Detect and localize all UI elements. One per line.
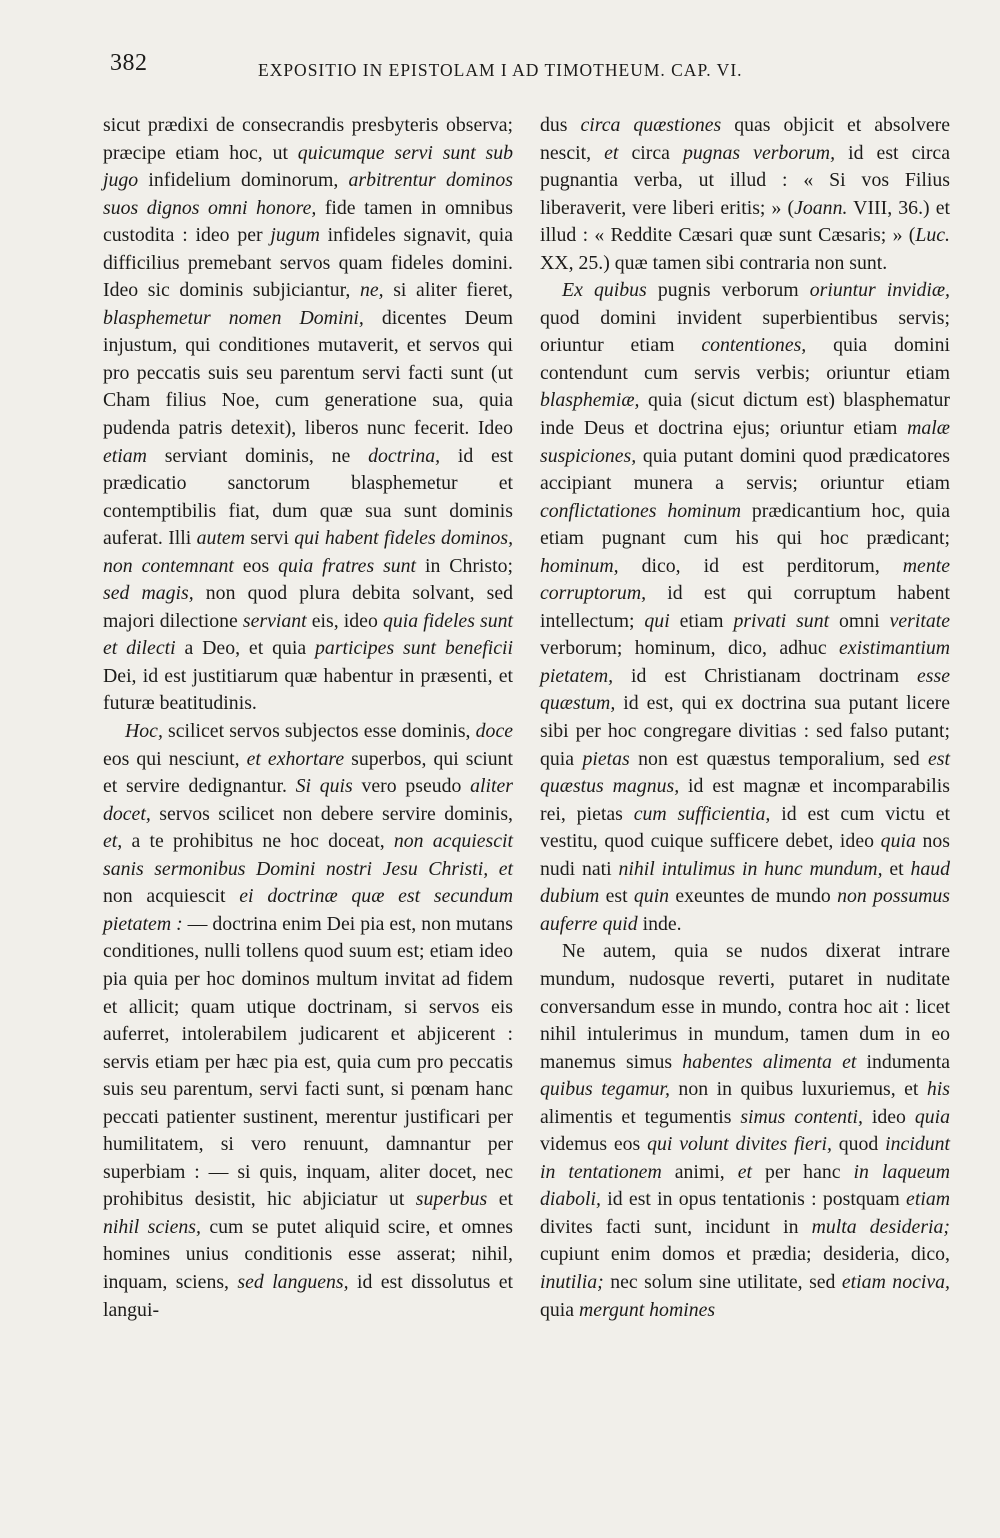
text-run: vero pseudo [352, 775, 471, 798]
italic-text: conflictationes hominum [540, 499, 741, 522]
text-run: id est cum victu et vestitu, quod cuique sufficere debet, ideo [540, 802, 950, 853]
text-run: superbos, qui sciunt et servire dedignantur. [103, 747, 514, 798]
italic-text: non possumus auferre quid [540, 885, 950, 935]
text-run: cum se putet aliquid scire, et omnes homines unius conditionis esse asserat; nihil, inquam, sciens, [103, 1215, 513, 1293]
text-run: quia putant domini quod prædicatores accipiant munera a servis; oriuntur etiam [540, 444, 950, 495]
text-run: in Christo; [416, 554, 513, 577]
text-run: verborum; hominum, dico, adhuc [540, 637, 840, 660]
italic-text: non acquiescit sanis sermonibus Domini nostri Jesu Christi, et [103, 830, 513, 880]
text-run: a te prohibitus ne hoc doceat, [122, 830, 394, 853]
italic-text: serviant [242, 609, 307, 632]
text-run: ideo [862, 1105, 915, 1128]
italic-text: et exhortare [246, 747, 345, 770]
italic-text: his [926, 1078, 950, 1101]
italic-text: Joann. [794, 196, 848, 219]
text-run: eos [233, 554, 279, 577]
text-run: videmus eos [540, 1133, 648, 1156]
italic-text: simus contenti, [740, 1105, 863, 1128]
text-run: quia (sicut dictum est) blasphematur inde Deus et doctrina ejus; oriuntur etiam [540, 389, 950, 440]
italic-text: incidunt in tentationem [540, 1133, 951, 1183]
italic-text: oriuntur invidiæ, [809, 279, 950, 302]
text-run: id est qui corruptum habent intellectum; [540, 582, 950, 632]
text-run: quod domini invident superbientibus servis; oriuntur etiam [540, 306, 950, 357]
text-run: quia [540, 1298, 580, 1321]
text-run: Ne autem, quia se nudos dixerat intrare mundum, nudosque reverti, putaret in nuditate conversandum esse in mundo, contra hoc ait : licet nihil intulerimus in mundum, tamen dum in eo manemus simus [540, 940, 950, 1073]
running-title: EXPOSITIO IN EPISTOLAM I AD TIMOTHEUM. CAP. VI. [258, 60, 743, 80]
italic-text: quibus tegamur, [540, 1078, 670, 1101]
italic-text: quin [633, 885, 670, 908]
text-run: eis, ideo [306, 609, 383, 632]
italic-text: etiam nociva, [841, 1270, 950, 1293]
italic-text: ne, [359, 279, 384, 302]
italic-text: cum sufficientia, [633, 802, 771, 825]
italic-text: mergunt homines [579, 1298, 716, 1321]
italic-text: existimantium pietatem, [540, 637, 950, 687]
italic-text: jugum [270, 224, 320, 247]
italic-text: hominum, [540, 554, 619, 577]
italic-text: habentes alimenta et [682, 1050, 857, 1073]
text-run: id est magnæ et incomparabilis rei, pietas [540, 775, 950, 825]
left-text-column [103, 112, 513, 1324]
text-run: fide tamen in omnibus custodita : ideo per [103, 196, 513, 247]
text-run: id est prædicatio sanctorum blasphemetur et contemptibilis fiat, dum quæ sua sunt dominis auferat. Illi [103, 444, 513, 550]
text-run: omni [829, 609, 890, 632]
italic-text: privati sunt [733, 609, 830, 632]
italic-text: participes sunt beneficii [315, 637, 513, 660]
text-run: quia domini contendunt cum servis verbis; oriuntur etiam [540, 334, 950, 384]
text-run: XX, 25.) quæ tamen sibi contraria non sunt. [540, 251, 888, 274]
italic-text: inutilia; [540, 1270, 604, 1293]
italic-text: Hoc, [125, 720, 163, 743]
text-run: VIII, 36.) et illud : « Reddite Cæsari quæ sunt Cæsaris; » ( [540, 196, 950, 247]
text-run: et [487, 1188, 513, 1211]
text-run: sicut prædixi de consecrandis presbyteris observa; præcipe etiam hoc, ut [103, 114, 513, 164]
text-run: id est, qui ex doctrina sua putant licere sibi per hoc congregare divitias : sed falso putant; quia [540, 692, 950, 770]
text-run: Dei, id est justitiarum quæ habentur in præsenti, et futuræ beatitudinis. [103, 664, 513, 715]
italic-text: pietas [582, 747, 630, 770]
italic-text: blasphemetur nomen Domini, [103, 306, 364, 329]
text-run: id est dissolutus et langui- [103, 1270, 513, 1321]
italic-text: et [604, 141, 619, 164]
text-run: nec solum sine utilitate, sed [603, 1270, 842, 1293]
italic-text: blasphemiæ, [540, 389, 640, 412]
italic-text: in laqueum diaboli, [540, 1160, 950, 1211]
italic-text: doce [475, 720, 513, 743]
italic-text: mente corruptorum, [540, 554, 950, 605]
italic-text: Ex quibus [562, 279, 647, 302]
text-run: non in quibus luxuriemus, et [669, 1078, 927, 1101]
text-run: prædicantium hoc, quia etiam pugnant cum his qui hoc prædicant; [540, 499, 950, 550]
paragraph [540, 938, 950, 1324]
text-run: dicentes Deum injustum, qui conditiones mutaverit, et servos qui pro peccatis suis seu parentum servi facti sunt (ut Cham filius Noe, cum generatione sua, quia pudenda patris detexit), liberos nunc fecerit. Ideo [103, 306, 513, 440]
text-run: et [882, 857, 911, 880]
page-number: 382 [110, 50, 148, 76]
text-run: exeuntes de mundo [669, 885, 838, 908]
italic-text: circa quæstiones [580, 114, 722, 136]
text-run: cupiunt enim domos et prædia; desideria, dico, [540, 1243, 950, 1266]
italic-text: sed languens, [237, 1270, 349, 1293]
text-run: alimentis et tegumentis [540, 1105, 741, 1128]
italic-text: veritate [889, 609, 950, 632]
italic-text: malæ suspiciones, [540, 417, 950, 467]
italic-text: aliter docet, [103, 775, 513, 825]
right-text-column [540, 112, 950, 1324]
text-run: — doctrina enim Dei pia est, non mutans conditiones, nulli tollens quod suum est; etiam ideo pia quia per hoc dominos multum invitat ad fidem et allicit; quam utique doctrinam, si servos eis auferret, intolerabilem judicarent et abjicerent : servis etiam per hæc pia est, quia cum pro peccatis suis seu parentum, servi facti sunt, si pœnam hanc peccati patienter sustinent, merentur justificari per humilitatem, si vero renuunt, damnantur per superbiam : — si quis, inquam, aliter docet, nec prohibitus desistit, hic abjiciatur ut [103, 912, 513, 1211]
text-run: si aliter fieret, [383, 279, 513, 302]
italic-text: quia [880, 830, 916, 853]
italic-text: pugnas verborum, [682, 141, 836, 164]
text-run: per hanc [751, 1160, 854, 1183]
text-run: servos scilicet non debere servire dominis, [150, 802, 513, 825]
text-run: serviant dominis, ne [146, 444, 369, 467]
text-run: a Deo, et quia [175, 637, 316, 660]
text-run: quas objicit et absolvere nescit, [540, 114, 951, 164]
text-run: pugnis verborum [646, 279, 810, 302]
italic-text: qui [644, 609, 670, 632]
paragraph [540, 277, 950, 938]
text-run: id est Christianam doctrinam [613, 664, 918, 687]
italic-text: etiam [906, 1188, 950, 1211]
text-run: quod [831, 1133, 886, 1156]
text-run: divites facti sunt, incidunt in [540, 1215, 812, 1238]
paragraph [103, 112, 513, 718]
italic-text: quia [914, 1105, 950, 1128]
text-run: id est circa pugnantia verba, ut illud : « Si vos Filius liberaverit, vere liberi eritis; » ( [540, 141, 950, 219]
text-run: etiam [669, 609, 734, 632]
text-run: id est in opus tentationis : postquam [601, 1188, 907, 1211]
italic-text: qui volunt divites fieri, [647, 1133, 832, 1156]
italic-text: contentiones, [701, 334, 807, 357]
paragraph [103, 718, 513, 1324]
italic-text: et, [103, 830, 123, 853]
italic-text: ei doctrinæ quæ est secundum pietatem : [103, 885, 513, 935]
italic-text: arbitrentur dominos suos dignos omni honore, [103, 169, 513, 219]
italic-text: qui habent fideles dominos, non contemnant [103, 527, 514, 577]
italic-text: est quæstus magnus, [540, 747, 951, 798]
italic-text: quicumque servi sunt sub jugo [103, 141, 513, 192]
italic-text: Luc. [915, 224, 950, 247]
paragraph [540, 112, 950, 277]
text-run: servi [245, 527, 295, 550]
italic-text: superbus [415, 1188, 488, 1211]
italic-text: multa desideria; [811, 1215, 950, 1238]
text-run: circa [618, 141, 683, 164]
text-run: inde. [637, 912, 682, 935]
text-run: nos nudi nati [540, 830, 950, 880]
text-run: scilicet servos subjectos esse dominis, [162, 720, 476, 743]
italic-text: etiam [103, 444, 147, 467]
text-run: animi, [661, 1160, 738, 1183]
italic-text: nihil intulimus in hunc mundum, [618, 857, 883, 880]
text-run: non acquiescit [103, 885, 240, 908]
italic-text: quia fideles sunt et dilecti [103, 609, 514, 660]
italic-text: Si quis [295, 775, 353, 798]
italic-text: doctrina, [368, 444, 441, 467]
text-run: dico, id est perditorum, [618, 554, 903, 577]
text-run: non quod plura debita solvant, sed majori dilectione [103, 582, 513, 632]
text-run: non est quæstus temporalium, sed [629, 747, 929, 770]
text-run: indumenta [856, 1050, 950, 1073]
italic-text: autem [196, 527, 245, 550]
italic-text: esse quæstum, [540, 664, 950, 715]
italic-text: haud dubium [540, 857, 950, 908]
italic-text: quia fratres sunt [278, 554, 417, 577]
italic-text: sed magis, [103, 582, 194, 605]
text-run: infidelium dominorum, [138, 169, 349, 192]
text-run: eos qui nesciunt, [103, 747, 247, 770]
text-run: infideles signavit, quia difficilius premebant servos quam fideles domini. Ideo sic dominis subjiciantur, [103, 224, 513, 302]
italic-text: nihil sciens, [103, 1215, 201, 1238]
text-run: dus [540, 114, 581, 136]
italic-text: et [737, 1160, 752, 1183]
text-run: est [599, 885, 634, 908]
